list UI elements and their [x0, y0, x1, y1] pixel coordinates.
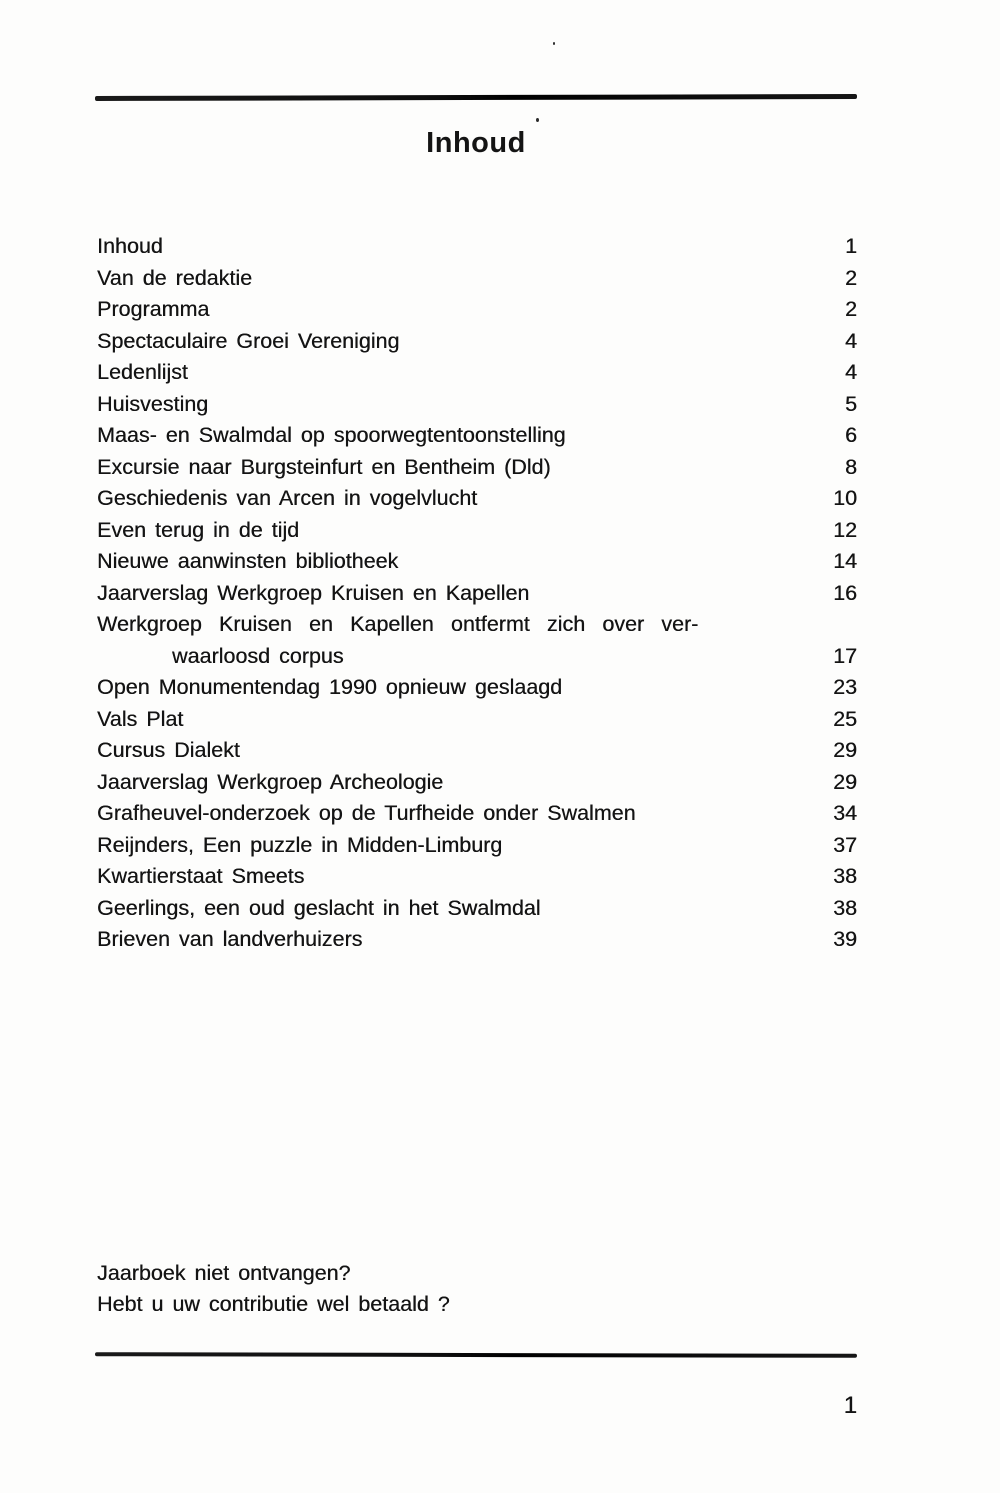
scan-speck: [553, 42, 555, 45]
toc-row: [97, 798, 857, 830]
toc-entry-label: Vals Plat: [97, 706, 184, 731]
toc-entry-label: Geerlings, een oud geslacht in het Swalmdal: [97, 895, 541, 920]
toc-page-number: 29: [833, 738, 857, 762]
toc-page-number: 1: [845, 234, 857, 258]
toc-page-number: 5: [845, 391, 857, 416]
toc-page-number: 37: [833, 832, 857, 857]
toc-row: [97, 893, 857, 925]
toc-row: [97, 420, 857, 452]
toc-page-number: 29: [833, 769, 857, 794]
toc-row-wrapped-line1: [97, 609, 857, 641]
toc-page-number: 38: [833, 895, 857, 920]
page-number: 1: [843, 1392, 857, 1419]
toc-entry-label-continuation: waarloosd corpus: [172, 643, 344, 668]
toc-entry-label: Open Monumentendag 1990 opnieuw geslaagd: [97, 675, 563, 699]
table-of-contents: [97, 231, 857, 956]
toc-row: [97, 672, 857, 704]
toc-page-number: 16: [833, 580, 857, 605]
page-title: Inhoud: [426, 127, 526, 159]
toc-entry-label: Reijnders, Een puzzle in Midden-Limburg: [97, 832, 503, 857]
toc-entry-label: Huisvesting: [97, 391, 209, 416]
toc-row: [97, 704, 857, 736]
toc-entry-label: Spectaculaire Groei Vereniging: [97, 328, 400, 353]
toc-row: [97, 452, 857, 484]
toc-entry-label: Kwartierstaat Smeets: [97, 864, 305, 888]
toc-row: [97, 389, 857, 421]
toc-page-number: 34: [833, 801, 857, 825]
toc-row: [97, 294, 857, 326]
top-rule: [95, 94, 857, 101]
toc-row: [97, 767, 857, 799]
toc-page-number: 6: [845, 423, 857, 447]
toc-row: [97, 515, 857, 547]
footer-note-line1: Jaarboek niet ontvangen?: [97, 1261, 351, 1285]
toc-page-number: 4: [845, 360, 857, 384]
toc-page-number: 17: [833, 643, 857, 668]
toc-page-number: 38: [833, 864, 857, 888]
toc-page-number: 2: [845, 265, 857, 290]
toc-row: [97, 357, 857, 389]
toc-entry-label: Brieven van landverhuizers: [97, 927, 363, 951]
toc-entry-label: Geschiedenis van Arcen in vogelvlucht: [97, 486, 478, 510]
toc-row: [97, 483, 857, 515]
toc-row: [97, 735, 857, 767]
toc-entry-label: Excursie naar Burgsteinfurt en Bentheim (Dld): [97, 454, 551, 479]
toc-page-number: 8: [845, 454, 857, 479]
toc-entry-label: Van de redaktie: [97, 265, 253, 290]
toc-row-wrapped-line2: [97, 641, 857, 673]
footer-note: [97, 1258, 857, 1320]
scan-speck: [536, 118, 539, 122]
toc-page-number: 39: [833, 927, 857, 951]
footer-note-line2: Hebt u uw contributie wel betaald ?: [97, 1292, 450, 1316]
toc-entry-label: Jaarverslag Werkgroep Kruisen en Kapellen: [97, 580, 530, 605]
toc-entry-label: Werkgroep Kruisen en Kapellen ontfermt zich over ver-: [97, 612, 699, 636]
toc-entry-label: Programma: [97, 297, 210, 321]
bottom-rule: [95, 1352, 857, 1358]
toc-entry-label: Jaarverslag Werkgroep Archeologie: [97, 769, 444, 794]
toc-page-number: 23: [833, 675, 857, 699]
toc-page-number: 14: [833, 549, 857, 573]
toc-row: [97, 231, 857, 263]
toc-entry-label: Ledenlijst: [97, 360, 188, 384]
toc-entry-label: Grafheuvel-onderzoek op de Turfheide onder Swalmen: [97, 801, 636, 825]
toc-entry-label: Maas- en Swalmdal op spoorwegtentoonstelling: [97, 423, 566, 447]
toc-row: [97, 546, 857, 578]
toc-page-number: 4: [845, 328, 857, 353]
toc-entry-label: Nieuwe aanwinsten bibliotheek: [97, 549, 399, 573]
toc-page-number: 10: [833, 486, 857, 510]
toc-row: [97, 830, 857, 862]
toc-row: [97, 326, 857, 358]
toc-row: [97, 924, 857, 956]
toc-entry-label: Inhoud: [97, 234, 163, 258]
toc-entry-label: Cursus Dialekt: [97, 738, 240, 762]
toc-row: [97, 861, 857, 893]
toc-page-number: 25: [833, 706, 857, 731]
toc-entry-label: Even terug in de tijd: [97, 517, 300, 542]
toc-row: [97, 263, 857, 295]
toc-row: [97, 578, 857, 610]
toc-page-number: 2: [845, 297, 857, 321]
toc-page-number: 12: [833, 517, 857, 542]
